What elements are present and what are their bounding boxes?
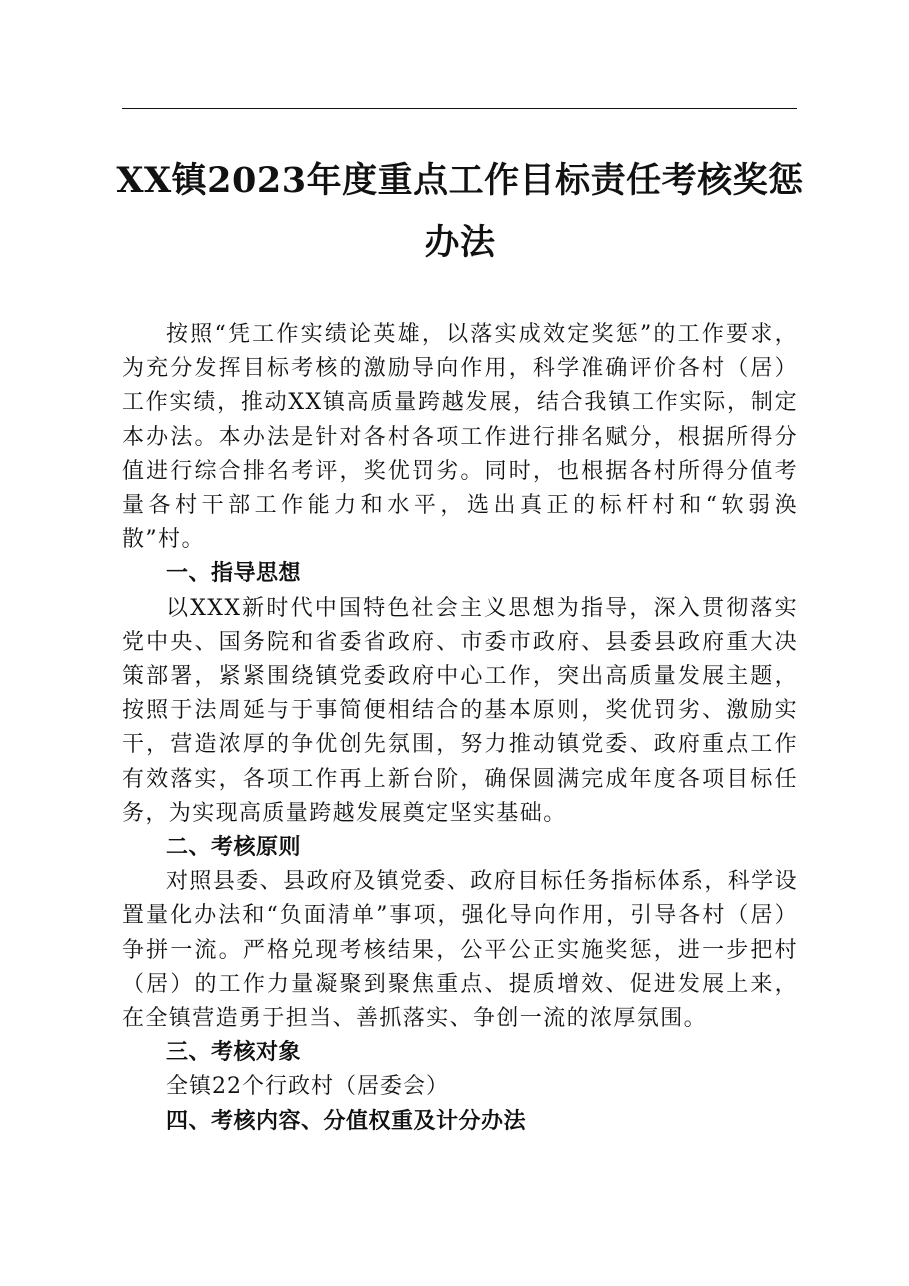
section-heading-content-weights: 四、考核内容、分值权重及计分办法 — [166, 1108, 527, 1134]
section-text-targets: 全镇22个行政村（居委会） — [166, 1074, 449, 1100]
section-text-principles: 对照县委、县政府及镇党委、政府目标任务指标体系，科学设置量化办法和“负面清单”事项，强化导向作用，引导各村（居）争拼一流。严格兑现考核结果，公平公正实施奖惩，进一步把村（居）的工作力量凝聚到聚焦重点、提质增效、促进发展上来，在全镇营造勇于担当、善抓落实、争创一流的浓厚氛围。 — [122, 869, 798, 1032]
section-heading-targets: 三、考核对象 — [166, 1040, 302, 1066]
section-heading-guiding-ideology: 一、指导思想 — [166, 561, 302, 587]
intro-paragraph: 按照“凭工作实绩论英雄，以落实成效定奖惩”的工作要求，为充分发挥目标考核的激励导向作用，科学准确评价各村（居）工作实绩，推动XX镇高质量跨越发展，结合我镇工作实际，制定本办法。本办法是针对各村各项工作进行排名赋分，根据所得分值进行综合排名考评，奖优罚劣。同时，也根据各村所得分值考量各村干部工作能力和水平，选出真正的标杆村和“软弱涣散”村。 — [122, 322, 798, 553]
document-title: XX镇2023年度重点工作目标责任考核奖惩办法 — [116, 160, 804, 263]
section-heading-principles: 二、考核原则 — [166, 835, 302, 861]
section-text-guiding-ideology: 以XXX新时代中国特色社会主义思想为指导，深入贯彻落实党中央、国务院和省委省政府、市委市政府、县委县政府重大决策部署，紧紧围绕镇党委政府中心工作，突出高质量发展主题，按照于法周延与于事简便相结合的基本原则，奖优罚劣、激励实干，营造浓厚的争优创先氛围，努力推动镇党委、政府重点工作有效落实，各项工作再上新台阶，确保圆满完成年度各项目标任务，为实现高质量跨越发展奠定坚实基础。 — [122, 595, 798, 826]
document-body — [122, 318, 798, 1139]
header-rule — [122, 108, 797, 109]
